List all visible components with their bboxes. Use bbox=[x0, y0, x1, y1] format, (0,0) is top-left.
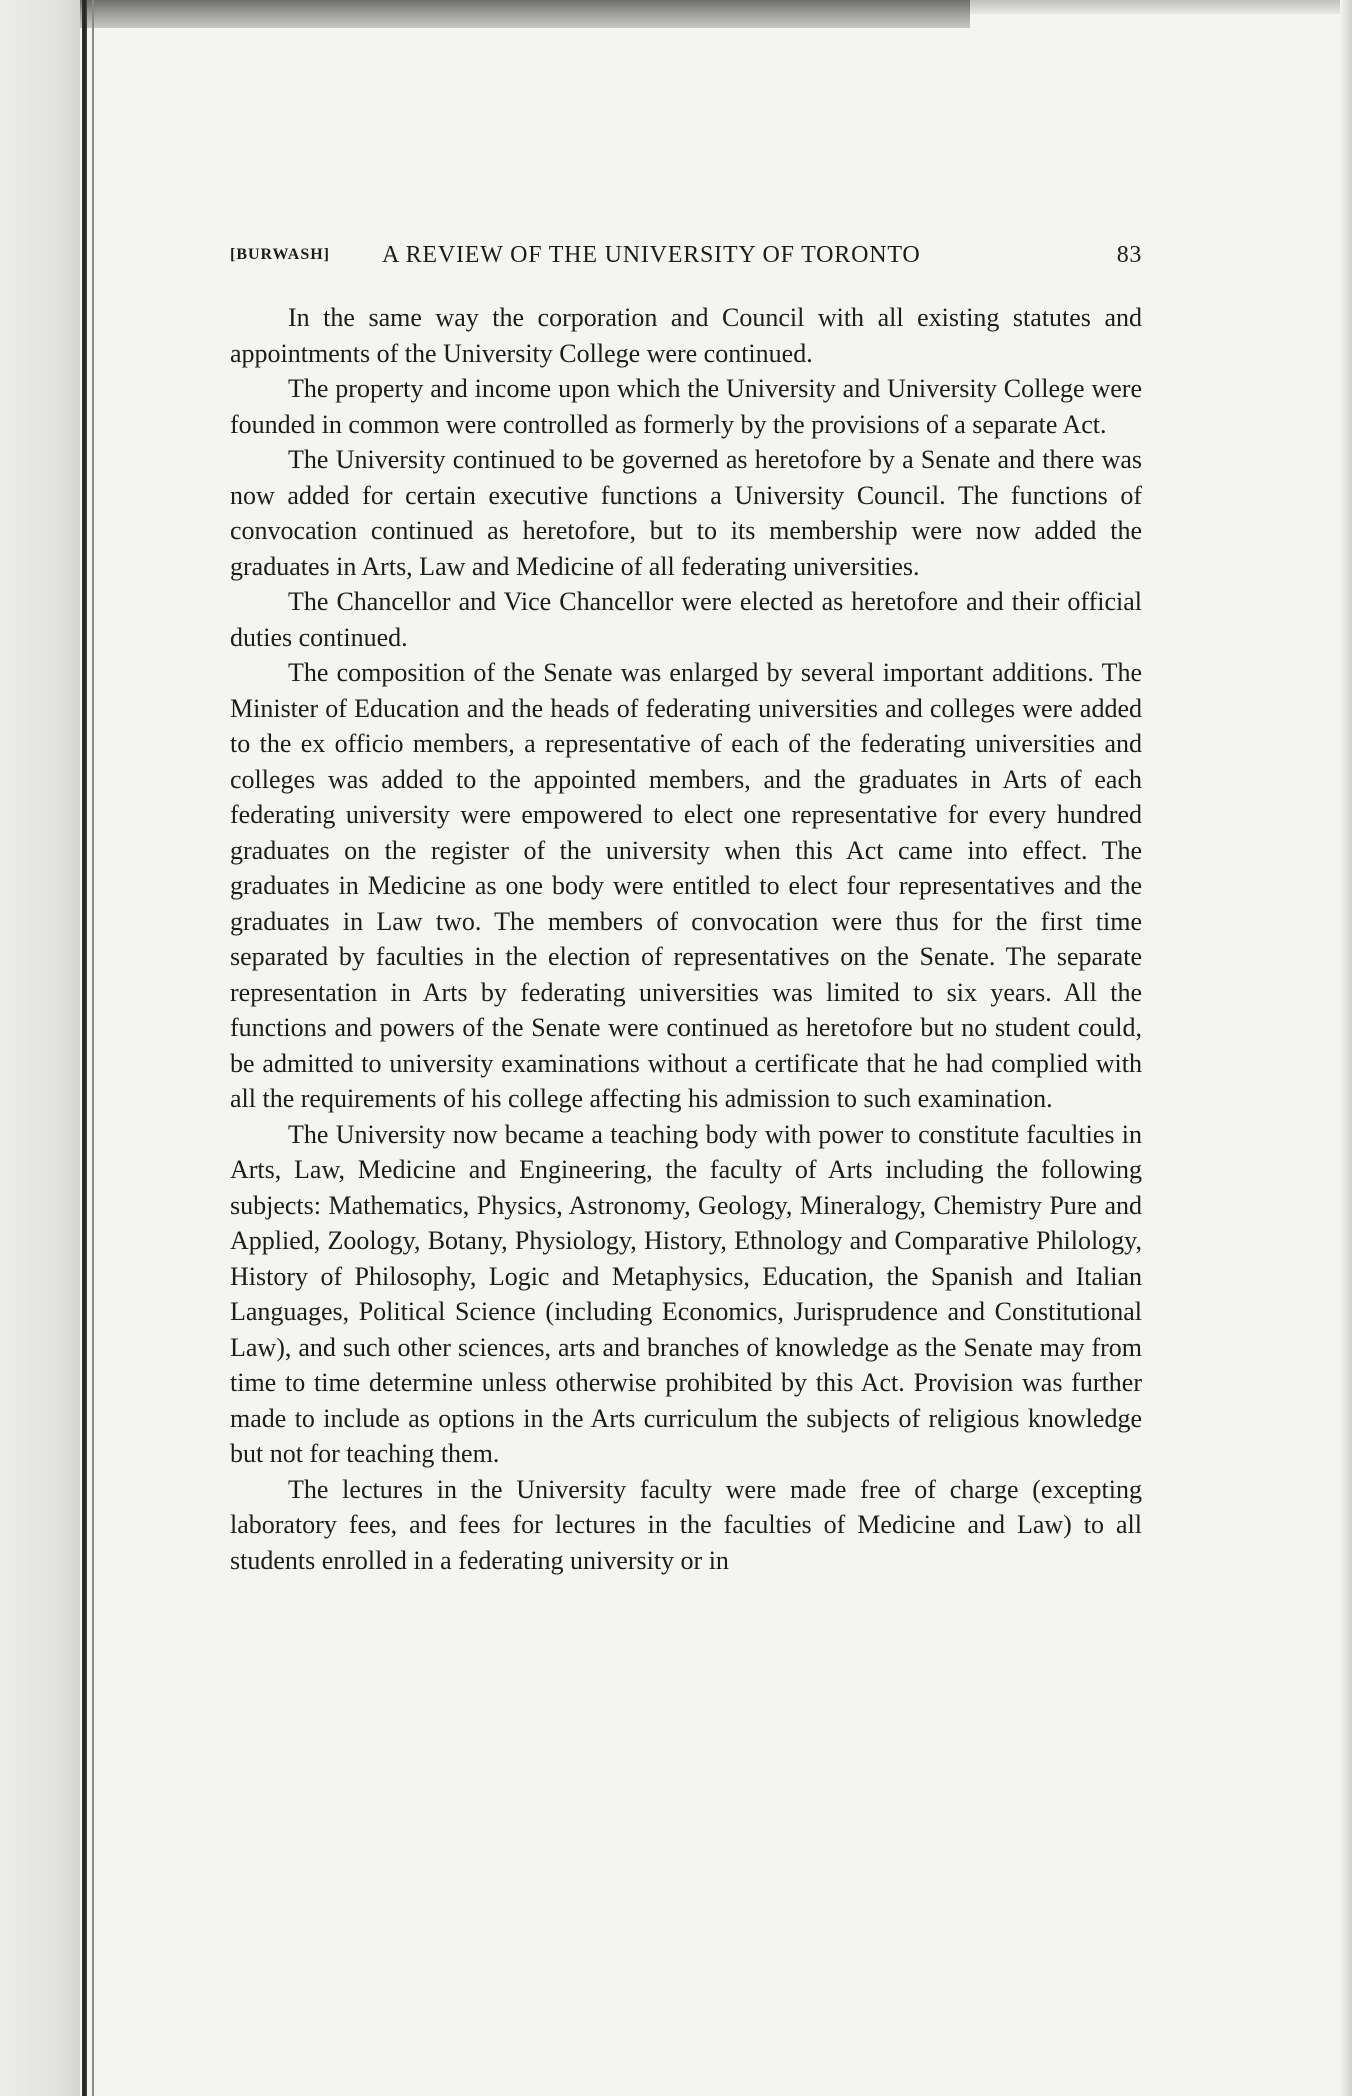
running-head-title: A REVIEW OF THE UNIVERSITY OF TORONTO bbox=[382, 242, 921, 268]
running-head-author: [BURWASH] bbox=[230, 246, 330, 263]
paragraph: The composition of the Senate was enlarged by several important additions. The Minister of Education and the heads of federating universities and colleges were added to the ex officio members, a representative of each of the federating universities and colleges was added to the appointed members, and the graduates in Arts of each federating university were empowered to elect one representative for every hundred graduates on the register of the university when this Act came into effect. The graduates in Medicine as one body were entitled to elect four representatives and the graduates in Law two. The members of convocation were thus for the first time separated by faculties in the election of representatives on the Senate. The separate representation in Arts by federating universities was limited to six years. All the functions and powers of the Senate were continued as heretofore but no student could, be admitted to university examinations without a certificate that he had complied with all the requirements of his college affecting his admission to such examination. bbox=[230, 658, 1142, 1113]
top-scan-strip-right bbox=[970, 0, 1352, 14]
running-head bbox=[230, 240, 1142, 280]
paragraph: In the same way the corporation and Council with all existing statutes and appointments of the University College were continued. bbox=[230, 303, 1142, 368]
body-text bbox=[230, 300, 1142, 1578]
binding-edge-inner bbox=[92, 0, 94, 2096]
top-scan-strip bbox=[80, 0, 970, 28]
binding-edge bbox=[82, 0, 87, 2096]
left-margin bbox=[0, 0, 80, 2096]
page-content bbox=[230, 240, 1142, 1578]
paragraph: The University continued to be governed as heretofore by a Senate and there was now added for certain executive functions a University Council. The functions of convocation continued as heretofore, but to its membership were now added the graduates in Arts, Law and Medicine of all federating universities. bbox=[230, 445, 1142, 581]
paragraph: The lectures in the University faculty were made free of charge (excepting laboratory fees, and fees for lectures in the faculties of Medicine and Law) to all students enrolled in a federating university or in bbox=[230, 1474, 1142, 1575]
paragraph: The Chancellor and Vice Chancellor were elected as heretofore and their official duties continued. bbox=[230, 587, 1142, 652]
page-number: 83 bbox=[1116, 242, 1142, 268]
paragraph: The University now became a teaching body with power to constitute faculties in Arts, Law, Medicine and Engineering, the faculty of Arts including the following subjects: Mathematics, Physics, Astronomy, Geology, Mineralogy, Chemistry Pure and Applied, Zoology, Botany, Physiology, History, Ethnology and Comparative Philology, History of Philosophy, Logic and Metaphysics, Education, the Spanish and Italian Languages, Political Science (including Economics, Jurisprudence and Constitutional Law), and such other sciences, arts and branches of knowledge as the Senate may from time to time determine unless otherwise prohibited by this Act. Provision was further made to include as options in the Arts curriculum the subjects of religious knowledge but not for teaching them. bbox=[230, 1119, 1142, 1468]
right-edge bbox=[1340, 0, 1352, 2096]
paragraph: The property and income upon which the University and University College were founded in common were controlled as formerly by the provisions of a separate Act. bbox=[230, 374, 1142, 439]
